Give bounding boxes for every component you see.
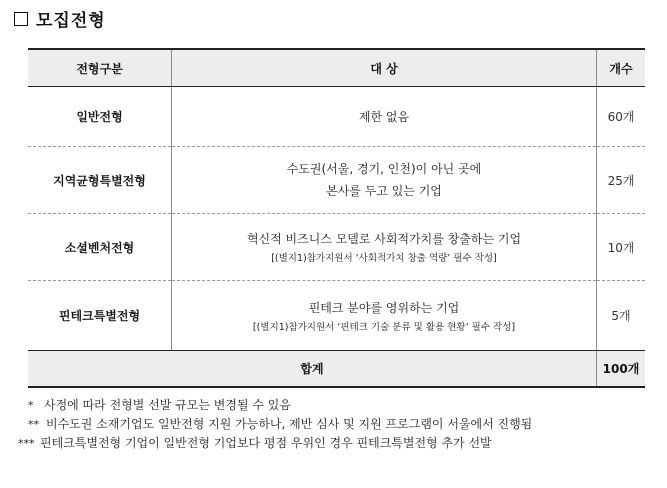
footnote-mark: *** <box>18 437 35 450</box>
section-title: 모집전형 <box>36 11 106 31</box>
target-subnote: [(별지1)참가지원서 ‘사회적가치 창출 역량’ 필수 작성] <box>271 253 497 264</box>
row-count: 10개 <box>597 214 646 281</box>
row-type: 지역균형특별전형 <box>28 147 172 214</box>
target-subnote: [(별지1)참가지원서 ‘핀테크 기술 분류 및 활용 현황’ 필수 작성] <box>252 321 516 333</box>
row-count: 5개 <box>597 281 646 351</box>
footnotes <box>18 396 660 453</box>
header-count: 개수 <box>597 49 646 87</box>
total-label: 합계 <box>28 351 597 388</box>
table-header-row <box>28 49 645 87</box>
footnote <box>18 434 660 453</box>
table-total-row <box>28 351 645 388</box>
row-type: 일반전형 <box>28 87 172 147</box>
table-row <box>28 214 645 281</box>
footnote-mark: * <box>28 399 34 412</box>
footnote-text: 핀테크특별전형 기업이 일반전형 기업보다 평점 우위인 경우 핀테크특별전형 추가 선발 <box>40 436 492 450</box>
target-line: 혁신적 비즈니스 모델로 사회적가치를 창출하는 기업 <box>246 232 522 246</box>
row-type: 소셜벤처전형 <box>28 214 172 281</box>
header-target: 대 상 <box>172 49 597 87</box>
target-line: 제한 없음 <box>358 109 410 124</box>
row-target <box>172 147 597 214</box>
section-heading <box>14 6 106 31</box>
row-count: 60개 <box>597 87 646 147</box>
table-row <box>28 87 645 147</box>
row-target <box>172 87 597 147</box>
checkbox-square-icon <box>14 12 28 26</box>
footnote-text: 비수도권 소재기업도 일반전형 지원 가능하나, 제반 심사 및 지원 프로그램이 서울에서 진행됨 <box>46 417 533 431</box>
row-type: 핀테크특별전형 <box>28 281 172 351</box>
row-target <box>172 281 597 351</box>
total-count: 100개 <box>597 351 646 388</box>
footnote-mark: ** <box>28 418 39 431</box>
header-type: 전형구분 <box>28 49 172 87</box>
row-target <box>172 214 597 281</box>
table-row <box>28 281 645 351</box>
target-line: 핀테크 분야를 영위하는 기업 <box>308 300 460 315</box>
row-count: 25개 <box>597 147 646 214</box>
target-line: 수도권(서울, 경기, 인천)이 아닌 곳에 <box>286 162 482 176</box>
footnote-text: 사정에 따라 전형별 선발 규모는 변경될 수 있음 <box>44 398 291 412</box>
footnote <box>28 396 660 415</box>
target-line: 본사를 두고 있는 기업 <box>326 184 442 198</box>
table-row <box>28 147 645 214</box>
recruitment-table <box>28 48 645 388</box>
footnote <box>28 415 660 434</box>
